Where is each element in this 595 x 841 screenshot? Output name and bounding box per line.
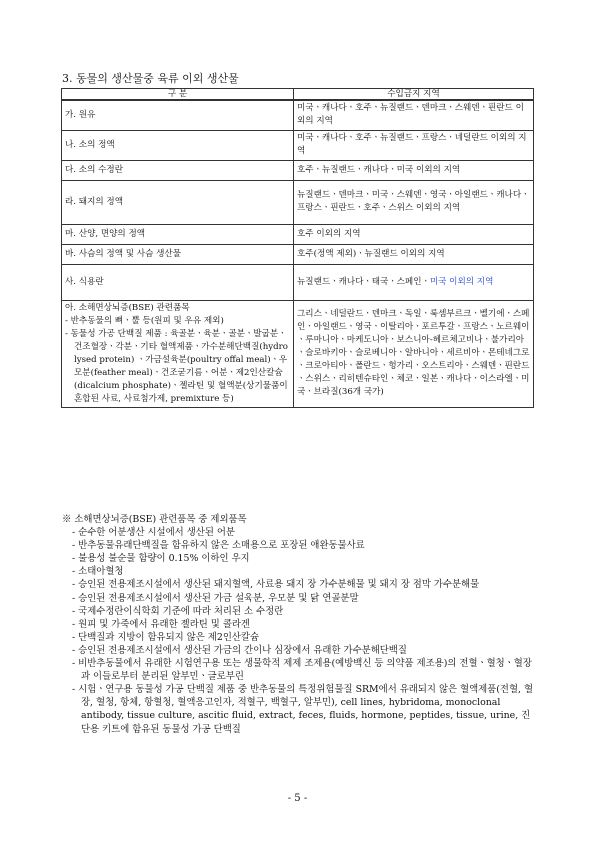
bse-item: - 동물성 가공 단백질 제품 : 육골분ㆍ육분ㆍ골분ㆍ발굽분ㆍ건조혈장ㆍ각분ㆍ기타 혈액제품ㆍ가수분해단백질(hydrolysed protein) ㆍ가금설육분(poultry offal meal)ㆍ우모분(feather meal)ㆍ건조굳기름ㆍ어분ㆍ제2인산칼슘(dicalcium phosphate)ㆍ젤라틴 및 혈액분(상기물품이 혼합된 사료, 사료첨가제, premixture 등) (65, 328, 288, 404)
table-row (62, 224, 534, 244)
note-item: - 승인된 전용제조시설에서 생산된 돼지혈액, 사료용 돼지 장 가수분해물 및 돼지 장 점막 가수분해물 (72, 579, 480, 591)
table-row (62, 130, 534, 160)
row-region: 호주 이외의 지역 (294, 224, 534, 244)
row-region-highlight: 미국 이외의 지역 (429, 276, 494, 287)
note-item: - 시험ㆍ연구용 동물성 가공 단백질 제품 중 반추동물의 특정위험물질 SRM에서 유래되지 않은 혈액제품(전혈, 혈장, 혈청, 항체, 항혈청, 혈액응고인자, 적혈구, 백혈구, 알부민), cell lines, hybridoma, monoclonal antibody, tissue culture, ascitic fluid, extract, feces, fluids, hormone, peptides, tissue, urine, 진단용 키트에 함유된 동물성 가공 단백질 (72, 684, 534, 735)
note-item: - 비반추동물에서 유래한 시험연구용 또는 생물학적 제제 조제용(예방백신 등 의약품 제조용)의 전혈ㆍ혈청ㆍ혈장과 이들로부터 분리된 알부민ㆍ글로부린 (72, 658, 532, 683)
bse-item-list (65, 315, 290, 406)
row-category: 마. 산양, 면양의 정액 (62, 224, 294, 244)
table-row-bse (62, 300, 534, 407)
page-number: - 5 - (287, 793, 308, 804)
notes-title: ※ 소해면상뇌증(BSE) 관련품목 중 제외품목 (62, 514, 247, 525)
row-category: 나. 소의 정액 (62, 130, 294, 160)
header-category: 구 분 (62, 89, 294, 101)
note-item: - 불용성 불순물 함량이 0.15% 이하인 우지 (72, 553, 250, 565)
row-category: 라. 돼지의 정액 (62, 180, 294, 224)
table-row (62, 244, 534, 264)
row-region-text: 뉴질랜드ㆍ캐나다ㆍ태국ㆍ스페인ㆍ (297, 276, 430, 287)
row-region (294, 264, 534, 300)
bse-region: 그리스ㆍ네덜란드ㆍ덴마크ㆍ독일ㆍ룩셈부르크ㆍ벨기에ㆍ스페인ㆍ아일랜드ㆍ영국ㆍ이탈리아ㆍ포르투갈ㆍ프랑스ㆍ노르웨이ㆍ루마니아ㆍ마케도니아ㆍ보스니아-헤르체고비나ㆍ불가리아ㆍ슬로바키아ㆍ슬로베니아ㆍ알바니아ㆍ세르비아ㆍ몬테네그로ㆍ크로아티아ㆍ폴란드ㆍ헝가리ㆍ오스트리아ㆍ스웨덴ㆍ핀란드ㆍ스위스ㆍ리히텐슈타인ㆍ체코ㆍ일본ㆍ캐나다ㆍ이스라엘ㆍ미국ㆍ브라질(36개 국가) (294, 300, 534, 407)
notes-list (62, 526, 538, 736)
row-region: 미국ㆍ캐나다ㆍ호주ㆍ뉴질랜드ㆍ덴마크ㆍ스웨덴ㆍ핀란드 이외의 지역 (294, 100, 534, 130)
note-item: - 단백질과 지방이 함유되지 않은 제2인산칼슘 (72, 631, 260, 643)
note-item: - 소태아혈청 (72, 566, 124, 578)
bse-category (62, 300, 294, 407)
note-item: - 원피 및 가죽에서 유래한 젤라틴 및 콜라겐 (72, 618, 250, 630)
exclusion-notes (62, 513, 538, 736)
table-row (62, 264, 534, 300)
table-header-row (62, 89, 534, 101)
row-region: 미국ㆍ캐나다ㆍ호주ㆍ뉴질랜드ㆍ프랑스ㆍ네덜란드 이외의 지역 (294, 130, 534, 160)
table-row (62, 160, 534, 180)
bse-title: 아. 소해면상뇌증(BSE) 관련품목 (65, 302, 190, 313)
table-row (62, 180, 534, 224)
row-category: 가. 원유 (62, 100, 294, 130)
note-item: - 국제수정란이식학회 기준에 따라 처리된 소 수정란 (72, 605, 284, 617)
row-category: 바. 사슴의 정액 및 사슴 생산물 (62, 244, 294, 264)
row-category: 사. 식용란 (62, 264, 294, 300)
row-category: 다. 소의 수정란 (62, 160, 294, 180)
note-item: - 순수한 어분생산 시설에서 생산된 어분 (72, 527, 235, 539)
section-title: 3. 동물의 생산물중 육류 이외 생산물 (62, 72, 239, 85)
note-item: - 승인된 전용제조시설에서 생산된 가금의 간이나 심장에서 유래한 가수분해단백질 (72, 644, 407, 656)
bse-item: - 반추동물의 뼈ㆍ뿔 등(원피 및 우유 제외) (65, 315, 224, 326)
row-region: 호주(정액 제외)ㆍ뉴질랜드 이외의 지역 (294, 244, 534, 264)
note-item: - 승인된 전용제조시설에서 생산된 가금 설육분, 우모분 및 닭 연골분말 (72, 592, 359, 604)
note-item: - 반추동물유래단백질을 함유하지 않은 소매용으로 포장된 애완동물사료 (72, 540, 365, 552)
row-region: 뉴질랜드ㆍ덴마크ㆍ미국ㆍ스웨덴ㆍ영국ㆍ아일랜드ㆍ캐나다ㆍ프랑스ㆍ핀란드ㆍ호주ㆍ스위스 이외의 지역 (294, 180, 534, 224)
import-ban-table (61, 88, 534, 408)
header-region: 수입금지 지역 (294, 89, 534, 101)
table-row (62, 100, 534, 130)
row-region: 호주ㆍ뉴질랜드ㆍ캐나다ㆍ미국 이외의 지역 (294, 160, 534, 180)
